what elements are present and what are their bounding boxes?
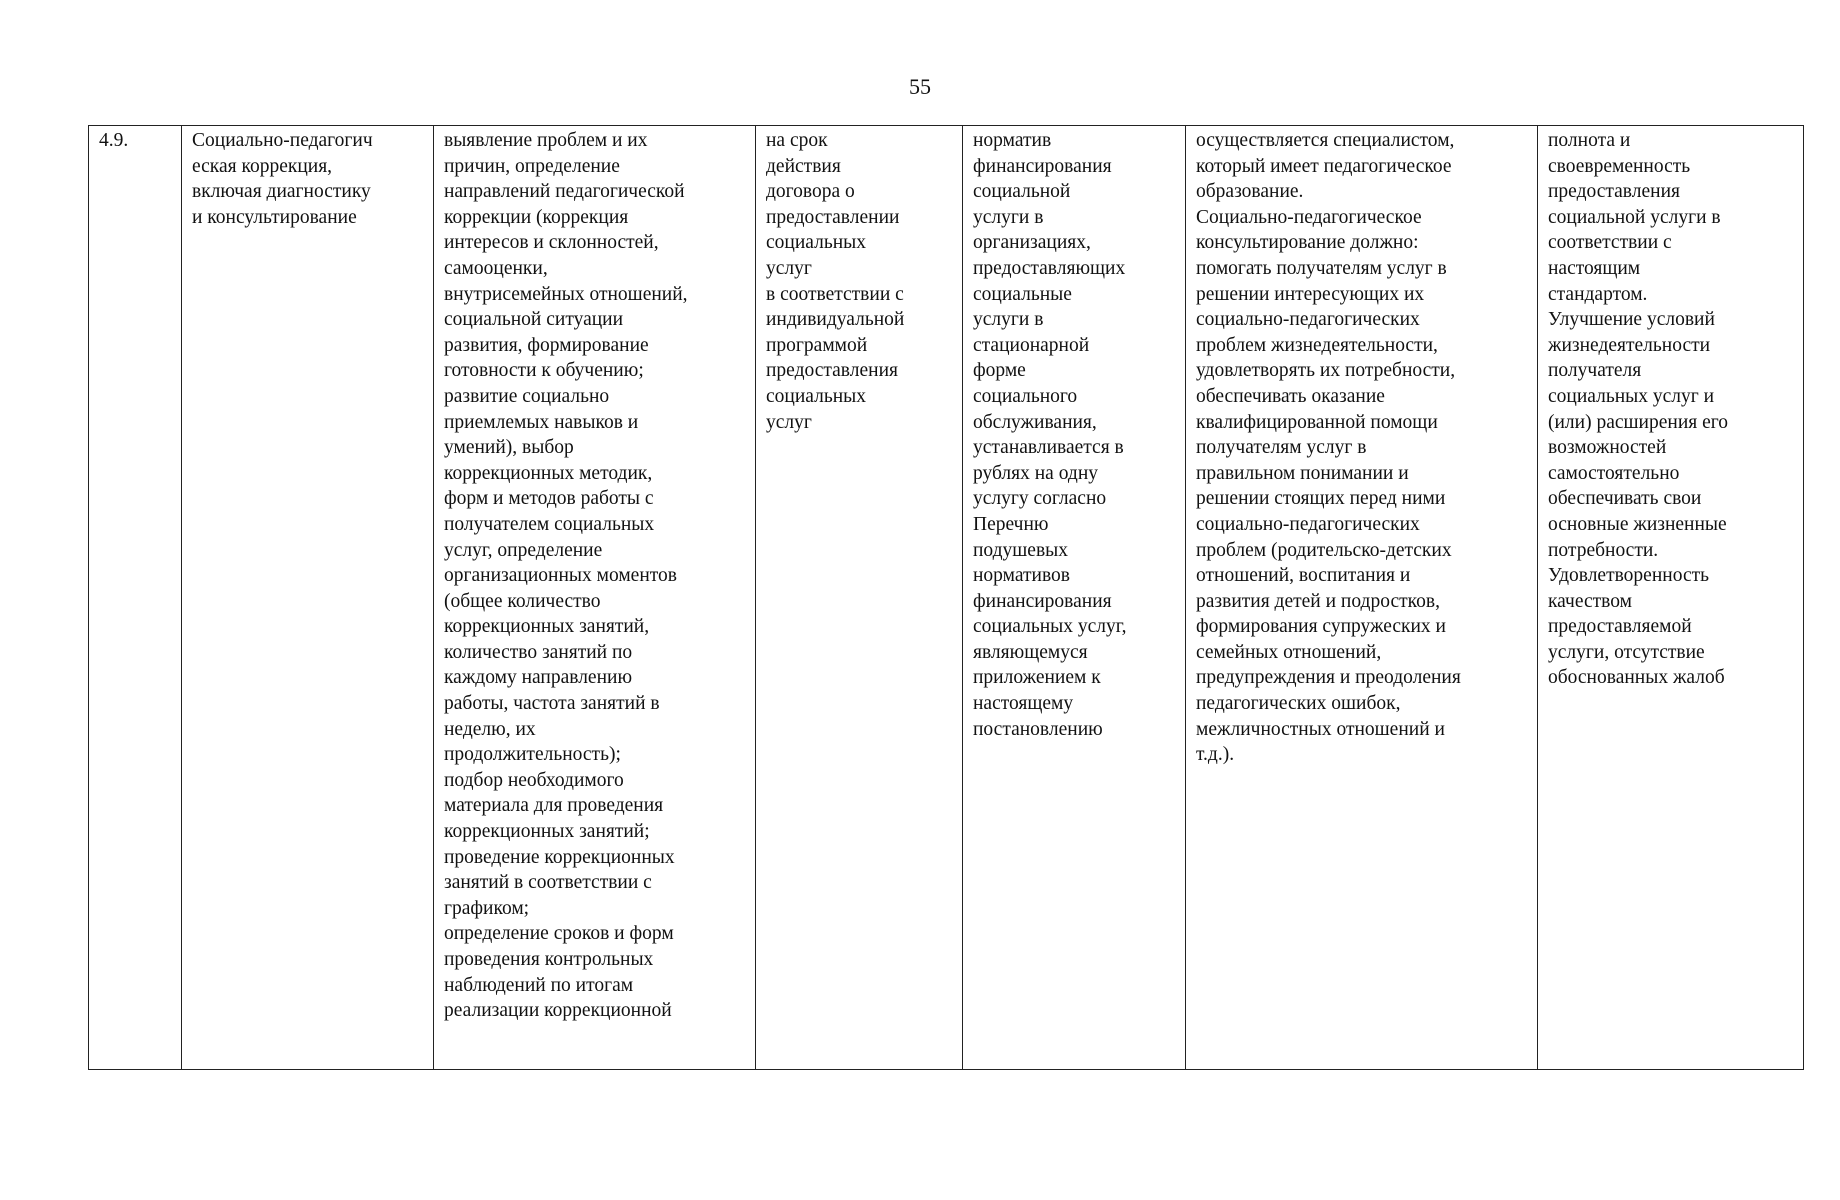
service-standard-table: [88, 125, 1804, 1070]
service-number-cell: 4.9.: [89, 126, 182, 1070]
service-quality-criteria-cell: полнота и своевременность предоставления социальной услуги в соответствии с настоящим стандартом. Улучшение условий жизнедеятельности получателя социальных услуг и (или) расширения его возможностей самостоятельно обеспечивать свои основные жизненные потребности. Удовлетворенность качеством предоставляемой услуги, отсутствие обоснованных жалоб: [1538, 126, 1804, 1070]
table-row: [89, 126, 1804, 1070]
page-number: 55: [909, 74, 931, 99]
service-conditions-cell: осуществляется специалистом, который имеет педагогическое образование. Социально-педагогическое консультирование должно: помогать получателям услуг в решении интересующих их социально-педагогических проблем жизнедеятельности, удовлетворять их потребности, обеспечивать оказание квалифицированной помощи получателям услуг в правильном понимании и решении стоящих перед ними социально-педагогических проблем (родительско-детских отношений, воспитания и развития детей и подростков, формирования супружеских и семейных отношений, предупреждения и преодоления педагогических ошибок, межличностных отношений и т.д.).: [1186, 126, 1538, 1070]
service-term-cell: на срок действия договора о предоставлении социальных услуг в соответствии с индивидуальной программой предоставления социальных услуг: [756, 126, 963, 1070]
service-funding-norm-cell: норматив финансирования социальной услуги в организациях, предоставляющих социальные услуги в стационарной форме социального обслуживания, устанавливается в рублях на одну услугу согласно Перечню подушевых нормативов финансирования социальных услуг, являющемуся приложением к настоящему постановлению: [963, 126, 1186, 1070]
service-name-cell: Социально-педагогич еская коррекция, включая диагностику и консультирование: [182, 126, 434, 1070]
service-description-cell: выявление проблем и их причин, определение направлений педагогической коррекции (коррекция интересов и склонностей, самооценки, внутрисемейных отношений, социальной ситуации развития, формирование готовности к обучению; развитие социально приемлемых навыков и умений), выбор коррекционных методик, форм и методов работы с получателем социальных услуг, определение организационных моментов (общее количество коррекционных занятий, количество занятий по каждому направлению работы, частота занятий в неделю, их продолжительность); подбор необходимого материала для проведения коррекционных занятий; проведение коррекционных занятий в соответствии с графиком; определение сроков и форм проведения контрольных наблюдений по итогам реализации коррекционной: [434, 126, 756, 1070]
